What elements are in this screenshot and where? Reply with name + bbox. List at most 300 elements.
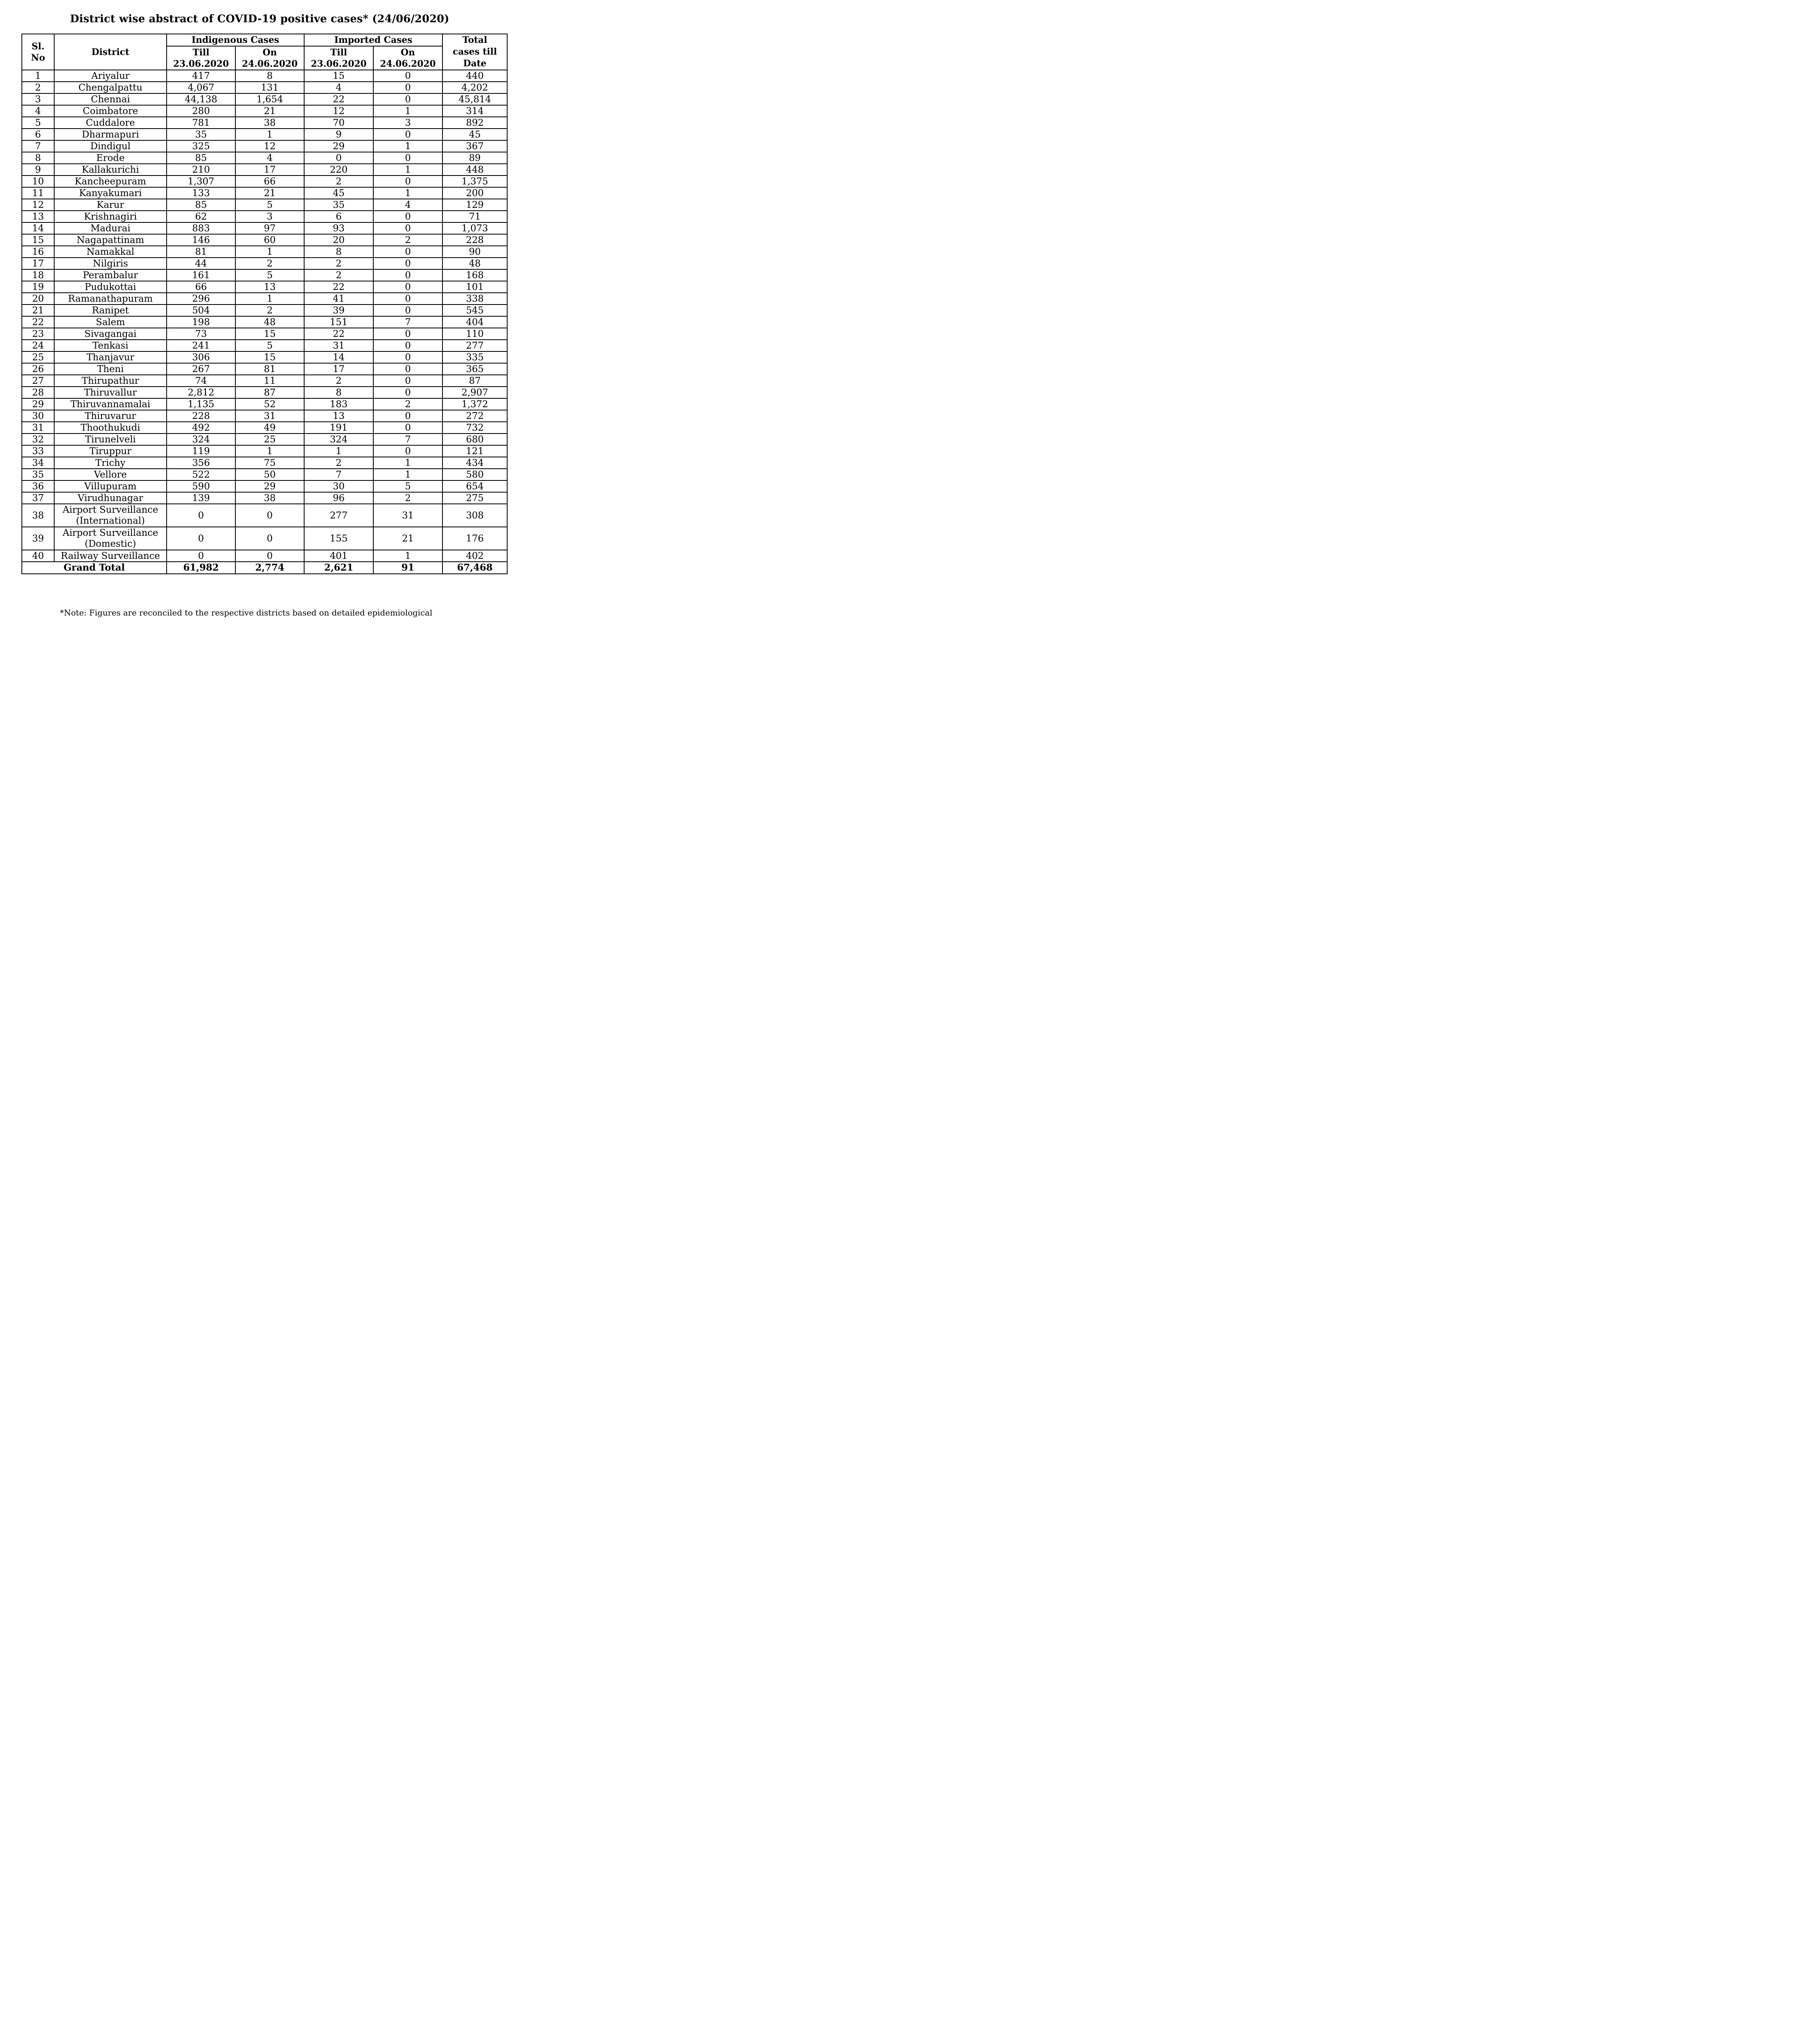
- total-cell: 87: [442, 375, 507, 387]
- table-row: [22, 445, 507, 457]
- district-cell: Chengalpattu: [54, 82, 167, 93]
- total-cell: 434: [442, 457, 507, 469]
- sl-no-cell: 36: [22, 480, 54, 492]
- sl-no-cell: 33: [22, 445, 54, 457]
- indigenous-on-cell: 1: [235, 129, 304, 140]
- imported-on-cell: 0: [373, 246, 442, 258]
- district-cell: Madurai: [54, 222, 167, 234]
- table-row: [22, 387, 507, 398]
- sl-no-cell: 9: [22, 164, 54, 176]
- sl-no-cell: 1: [22, 70, 54, 82]
- indigenous-till-cell: 139: [167, 492, 235, 504]
- district-cell: Villupuram: [54, 480, 167, 492]
- header-imported-cases: Imported Cases: [304, 34, 442, 46]
- imported-till-cell: 277: [304, 504, 373, 527]
- indigenous-till-cell: 66: [167, 281, 235, 293]
- grand-total-label: Grand Total: [22, 562, 167, 574]
- grand-total-imported-on: 91: [373, 562, 442, 574]
- imported-till-cell: 17: [304, 363, 373, 375]
- table-row: [22, 375, 507, 387]
- indigenous-on-cell: 11: [235, 375, 304, 387]
- imported-till-cell: 93: [304, 222, 373, 234]
- imported-till-cell: 39: [304, 305, 373, 316]
- indigenous-till-cell: 1,307: [167, 176, 235, 187]
- indigenous-on-cell: 2: [235, 305, 304, 316]
- indigenous-on-cell: 52: [235, 398, 304, 410]
- table-row: [22, 504, 507, 527]
- total-cell: 90: [442, 246, 507, 258]
- sl-no-cell: 39: [22, 527, 54, 550]
- total-cell: 45,814: [442, 93, 507, 105]
- total-cell: 654: [442, 480, 507, 492]
- table-row: [22, 117, 507, 129]
- sl-no-cell: 27: [22, 375, 54, 387]
- imported-till-cell: 96: [304, 492, 373, 504]
- district-cell: Dharmapuri: [54, 129, 167, 140]
- imported-on-cell: 0: [373, 129, 442, 140]
- indigenous-till-cell: 296: [167, 293, 235, 305]
- total-cell: 402: [442, 550, 507, 562]
- imported-till-cell: 22: [304, 281, 373, 293]
- imported-on-cell: 0: [373, 387, 442, 398]
- district-cell: Chennai: [54, 93, 167, 105]
- district-cell: Cuddalore: [54, 117, 167, 129]
- indigenous-on-cell: 17: [235, 164, 304, 176]
- page-title: District wise abstract of COVID-19 positive cases* (24/06/2020): [70, 13, 449, 25]
- imported-on-cell: 1: [373, 550, 442, 562]
- header-total-cases: Total cases till Date: [442, 34, 507, 70]
- table-row: [22, 398, 507, 410]
- imported-till-cell: 2: [304, 269, 373, 281]
- indigenous-till-cell: 146: [167, 234, 235, 246]
- imported-on-cell: 1: [373, 457, 442, 469]
- table-row: [22, 351, 507, 363]
- indigenous-on-cell: 12: [235, 140, 304, 152]
- header-imported-till: Till 23.06.2020: [304, 46, 373, 70]
- district-cell: Airport Surveillance (International): [54, 504, 167, 527]
- imported-till-cell: 2: [304, 457, 373, 469]
- indigenous-till-cell: 0: [167, 504, 235, 527]
- imported-till-cell: 30: [304, 480, 373, 492]
- total-cell: 440: [442, 70, 507, 82]
- district-cell: Tiruppur: [54, 445, 167, 457]
- imported-till-cell: 324: [304, 434, 373, 445]
- table-row: [22, 305, 507, 316]
- district-cell: Nagapattinam: [54, 234, 167, 246]
- district-cell: Trichy: [54, 457, 167, 469]
- total-cell: 580: [442, 469, 507, 480]
- table-row: [22, 222, 507, 234]
- table-row: [22, 70, 507, 82]
- total-cell: 228: [442, 234, 507, 246]
- total-cell: 314: [442, 105, 507, 117]
- grand-total-indigenous-on: 2,774: [235, 562, 304, 574]
- indigenous-till-cell: 44: [167, 258, 235, 269]
- imported-till-cell: 8: [304, 246, 373, 258]
- table-row: [22, 152, 507, 164]
- indigenous-till-cell: 62: [167, 211, 235, 222]
- imported-till-cell: 4: [304, 82, 373, 93]
- sl-no-cell: 35: [22, 469, 54, 480]
- table-row: [22, 269, 507, 281]
- sl-no-cell: 23: [22, 328, 54, 340]
- sl-no-cell: 37: [22, 492, 54, 504]
- indigenous-on-cell: 38: [235, 117, 304, 129]
- total-cell: 4,202: [442, 82, 507, 93]
- indigenous-on-cell: 3: [235, 211, 304, 222]
- grand-total-imported-till: 2,621: [304, 562, 373, 574]
- district-cell: Theni: [54, 363, 167, 375]
- table-row: [22, 93, 507, 105]
- indigenous-till-cell: 74: [167, 375, 235, 387]
- imported-till-cell: 15: [304, 70, 373, 82]
- imported-till-cell: 8: [304, 387, 373, 398]
- district-cell: Nilgiris: [54, 258, 167, 269]
- sl-no-cell: 3: [22, 93, 54, 105]
- indigenous-on-cell: 21: [235, 187, 304, 199]
- district-cell: Thiruvarur: [54, 410, 167, 422]
- total-cell: 45: [442, 129, 507, 140]
- sl-no-cell: 8: [22, 152, 54, 164]
- total-cell: 71: [442, 211, 507, 222]
- table-row: [22, 328, 507, 340]
- indigenous-on-cell: 25: [235, 434, 304, 445]
- indigenous-on-cell: 1: [235, 293, 304, 305]
- sl-no-cell: 19: [22, 281, 54, 293]
- sl-no-cell: 21: [22, 305, 54, 316]
- grand-total-indigenous-till: 61,982: [167, 562, 235, 574]
- imported-on-cell: 0: [373, 70, 442, 82]
- imported-till-cell: 20: [304, 234, 373, 246]
- sl-no-cell: 25: [22, 351, 54, 363]
- imported-till-cell: 183: [304, 398, 373, 410]
- table-row: [22, 434, 507, 445]
- indigenous-on-cell: 1: [235, 445, 304, 457]
- district-cell: Namakkal: [54, 246, 167, 258]
- indigenous-on-cell: 5: [235, 340, 304, 351]
- total-cell: 2,907: [442, 387, 507, 398]
- table-row: [22, 457, 507, 469]
- imported-on-cell: 0: [373, 211, 442, 222]
- sl-no-cell: 22: [22, 316, 54, 328]
- imported-till-cell: 45: [304, 187, 373, 199]
- imported-on-cell: 0: [373, 445, 442, 457]
- grand-total-cases: 67,468: [442, 562, 507, 574]
- sl-no-cell: 18: [22, 269, 54, 281]
- imported-till-cell: 2: [304, 258, 373, 269]
- indigenous-till-cell: 504: [167, 305, 235, 316]
- indigenous-on-cell: 0: [235, 504, 304, 527]
- district-cell: Dindigul: [54, 140, 167, 152]
- indigenous-on-cell: 13: [235, 281, 304, 293]
- imported-on-cell: 7: [373, 316, 442, 328]
- district-cell: Kallakurichi: [54, 164, 167, 176]
- indigenous-on-cell: 48: [235, 316, 304, 328]
- table-row: [22, 234, 507, 246]
- indigenous-till-cell: 2,812: [167, 387, 235, 398]
- sl-no-cell: 7: [22, 140, 54, 152]
- total-cell: 404: [442, 316, 507, 328]
- indigenous-on-cell: 0: [235, 550, 304, 562]
- indigenous-till-cell: 324: [167, 434, 235, 445]
- imported-till-cell: 31: [304, 340, 373, 351]
- indigenous-till-cell: 0: [167, 527, 235, 550]
- sl-no-cell: 20: [22, 293, 54, 305]
- total-cell: 367: [442, 140, 507, 152]
- total-cell: 1,375: [442, 176, 507, 187]
- table-row: [22, 469, 507, 480]
- imported-on-cell: 2: [373, 234, 442, 246]
- district-cell: Pudukottai: [54, 281, 167, 293]
- indigenous-till-cell: 522: [167, 469, 235, 480]
- indigenous-till-cell: 210: [167, 164, 235, 176]
- imported-on-cell: 7: [373, 434, 442, 445]
- imported-till-cell: 191: [304, 422, 373, 434]
- footnote: *Note: Figures are reconciled to the respective districts based on detailed epidemiological: [60, 608, 432, 618]
- total-cell: 275: [442, 492, 507, 504]
- covid-cases-table: [21, 34, 508, 574]
- imported-till-cell: 9: [304, 129, 373, 140]
- table-row: [22, 316, 507, 328]
- indigenous-on-cell: 8: [235, 70, 304, 82]
- indigenous-till-cell: 267: [167, 363, 235, 375]
- imported-on-cell: 1: [373, 105, 442, 117]
- imported-till-cell: 220: [304, 164, 373, 176]
- imported-on-cell: 0: [373, 363, 442, 375]
- table-row: [22, 527, 507, 550]
- total-cell: 1,372: [442, 398, 507, 410]
- district-cell: Vellore: [54, 469, 167, 480]
- indigenous-on-cell: 15: [235, 351, 304, 363]
- indigenous-on-cell: 97: [235, 222, 304, 234]
- indigenous-on-cell: 31: [235, 410, 304, 422]
- imported-till-cell: 22: [304, 328, 373, 340]
- imported-till-cell: 41: [304, 293, 373, 305]
- imported-till-cell: 13: [304, 410, 373, 422]
- indigenous-on-cell: 29: [235, 480, 304, 492]
- indigenous-on-cell: 66: [235, 176, 304, 187]
- imported-on-cell: 31: [373, 504, 442, 527]
- sl-no-cell: 6: [22, 129, 54, 140]
- indigenous-till-cell: 241: [167, 340, 235, 351]
- table-row: [22, 164, 507, 176]
- imported-on-cell: 0: [373, 410, 442, 422]
- imported-on-cell: 1: [373, 140, 442, 152]
- total-cell: 121: [442, 445, 507, 457]
- indigenous-till-cell: 35: [167, 129, 235, 140]
- sl-no-cell: 11: [22, 187, 54, 199]
- sl-no-cell: 2: [22, 82, 54, 93]
- table-row: [22, 129, 507, 140]
- table-body: [22, 70, 507, 562]
- sl-no-cell: 12: [22, 199, 54, 211]
- table-row: [22, 293, 507, 305]
- indigenous-till-cell: 0: [167, 550, 235, 562]
- header-imported-on: On 24.06.2020: [373, 46, 442, 70]
- header-indigenous-on: On 24.06.2020: [235, 46, 304, 70]
- district-cell: Kancheepuram: [54, 176, 167, 187]
- sl-no-cell: 17: [22, 258, 54, 269]
- table-row: [22, 140, 507, 152]
- sl-no-cell: 26: [22, 363, 54, 375]
- imported-on-cell: 2: [373, 492, 442, 504]
- district-cell: Erode: [54, 152, 167, 164]
- imported-till-cell: 35: [304, 199, 373, 211]
- indigenous-on-cell: 75: [235, 457, 304, 469]
- indigenous-on-cell: 0: [235, 527, 304, 550]
- imported-till-cell: 0: [304, 152, 373, 164]
- imported-till-cell: 1: [304, 445, 373, 457]
- imported-till-cell: 155: [304, 527, 373, 550]
- imported-till-cell: 2: [304, 375, 373, 387]
- district-cell: Kanyakumari: [54, 187, 167, 199]
- indigenous-on-cell: 60: [235, 234, 304, 246]
- indigenous-till-cell: 85: [167, 199, 235, 211]
- sl-no-cell: 10: [22, 176, 54, 187]
- district-cell: Tirunelveli: [54, 434, 167, 445]
- header-sl-no: Sl. No: [22, 34, 54, 70]
- sl-no-cell: 4: [22, 105, 54, 117]
- imported-on-cell: 0: [373, 269, 442, 281]
- sl-no-cell: 40: [22, 550, 54, 562]
- district-cell: Sivagangai: [54, 328, 167, 340]
- imported-till-cell: 22: [304, 93, 373, 105]
- indigenous-till-cell: 280: [167, 105, 235, 117]
- indigenous-till-cell: 781: [167, 117, 235, 129]
- table-row: [22, 199, 507, 211]
- indigenous-on-cell: 4: [235, 152, 304, 164]
- imported-on-cell: 0: [373, 93, 442, 105]
- indigenous-till-cell: 198: [167, 316, 235, 328]
- imported-on-cell: 0: [373, 351, 442, 363]
- total-cell: 335: [442, 351, 507, 363]
- district-cell: Ramanathapuram: [54, 293, 167, 305]
- total-cell: 48: [442, 258, 507, 269]
- imported-on-cell: 1: [373, 164, 442, 176]
- indigenous-on-cell: 38: [235, 492, 304, 504]
- district-cell: Railway Surveillance: [54, 550, 167, 562]
- table-row: [22, 246, 507, 258]
- total-cell: 101: [442, 281, 507, 293]
- indigenous-on-cell: 5: [235, 199, 304, 211]
- total-cell: 308: [442, 504, 507, 527]
- district-cell: Ariyalur: [54, 70, 167, 82]
- total-cell: 338: [442, 293, 507, 305]
- imported-till-cell: 29: [304, 140, 373, 152]
- header-indigenous-till: Till 23.06.2020: [167, 46, 235, 70]
- imported-on-cell: 0: [373, 152, 442, 164]
- imported-till-cell: 70: [304, 117, 373, 129]
- table-row: [22, 550, 507, 562]
- imported-on-cell: 0: [373, 305, 442, 316]
- sl-no-cell: 34: [22, 457, 54, 469]
- indigenous-till-cell: 119: [167, 445, 235, 457]
- total-cell: 680: [442, 434, 507, 445]
- indigenous-on-cell: 1: [235, 246, 304, 258]
- imported-on-cell: 21: [373, 527, 442, 550]
- district-cell: Thoothukudi: [54, 422, 167, 434]
- indigenous-till-cell: 1,135: [167, 398, 235, 410]
- imported-on-cell: 4: [373, 199, 442, 211]
- imported-on-cell: 2: [373, 398, 442, 410]
- indigenous-on-cell: 49: [235, 422, 304, 434]
- imported-till-cell: 14: [304, 351, 373, 363]
- imported-on-cell: 5: [373, 480, 442, 492]
- table-row: [22, 410, 507, 422]
- total-cell: 448: [442, 164, 507, 176]
- district-cell: Thanjavur: [54, 351, 167, 363]
- indigenous-till-cell: 161: [167, 269, 235, 281]
- imported-on-cell: 0: [373, 281, 442, 293]
- sl-no-cell: 14: [22, 222, 54, 234]
- district-cell: Airport Surveillance (Domestic): [54, 527, 167, 550]
- district-cell: Virudhunagar: [54, 492, 167, 504]
- table-row: [22, 258, 507, 269]
- indigenous-till-cell: 325: [167, 140, 235, 152]
- table-row: [22, 480, 507, 492]
- district-cell: Thiruvallur: [54, 387, 167, 398]
- imported-till-cell: 151: [304, 316, 373, 328]
- indigenous-till-cell: 417: [167, 70, 235, 82]
- imported-on-cell: 0: [373, 293, 442, 305]
- indigenous-till-cell: 883: [167, 222, 235, 234]
- table-row: [22, 105, 507, 117]
- indigenous-till-cell: 4,067: [167, 82, 235, 93]
- indigenous-on-cell: 81: [235, 363, 304, 375]
- imported-till-cell: 401: [304, 550, 373, 562]
- total-cell: 272: [442, 410, 507, 422]
- imported-on-cell: 1: [373, 187, 442, 199]
- indigenous-on-cell: 87: [235, 387, 304, 398]
- indigenous-till-cell: 133: [167, 187, 235, 199]
- total-cell: 110: [442, 328, 507, 340]
- imported-till-cell: 6: [304, 211, 373, 222]
- sl-no-cell: 31: [22, 422, 54, 434]
- table-row: [22, 281, 507, 293]
- total-cell: 277: [442, 340, 507, 351]
- total-cell: 732: [442, 422, 507, 434]
- total-cell: 200: [442, 187, 507, 199]
- total-cell: 129: [442, 199, 507, 211]
- total-cell: 168: [442, 269, 507, 281]
- indigenous-till-cell: 590: [167, 480, 235, 492]
- sl-no-cell: 38: [22, 504, 54, 527]
- sl-no-cell: 28: [22, 387, 54, 398]
- total-cell: 176: [442, 527, 507, 550]
- district-cell: Perambalur: [54, 269, 167, 281]
- total-cell: 892: [442, 117, 507, 129]
- indigenous-on-cell: 50: [235, 469, 304, 480]
- header-district: District: [54, 34, 167, 70]
- table-row: [22, 422, 507, 434]
- indigenous-on-cell: 131: [235, 82, 304, 93]
- district-cell: Thirupathur: [54, 375, 167, 387]
- imported-on-cell: 0: [373, 82, 442, 93]
- imported-on-cell: 0: [373, 340, 442, 351]
- sl-no-cell: 16: [22, 246, 54, 258]
- indigenous-till-cell: 492: [167, 422, 235, 434]
- grand-total-row: [22, 562, 507, 574]
- imported-on-cell: 0: [373, 222, 442, 234]
- indigenous-on-cell: 15: [235, 328, 304, 340]
- sl-no-cell: 24: [22, 340, 54, 351]
- imported-on-cell: 0: [373, 375, 442, 387]
- table-row: [22, 176, 507, 187]
- imported-till-cell: 7: [304, 469, 373, 480]
- indigenous-on-cell: 5: [235, 269, 304, 281]
- sl-no-cell: 15: [22, 234, 54, 246]
- table-row: [22, 340, 507, 351]
